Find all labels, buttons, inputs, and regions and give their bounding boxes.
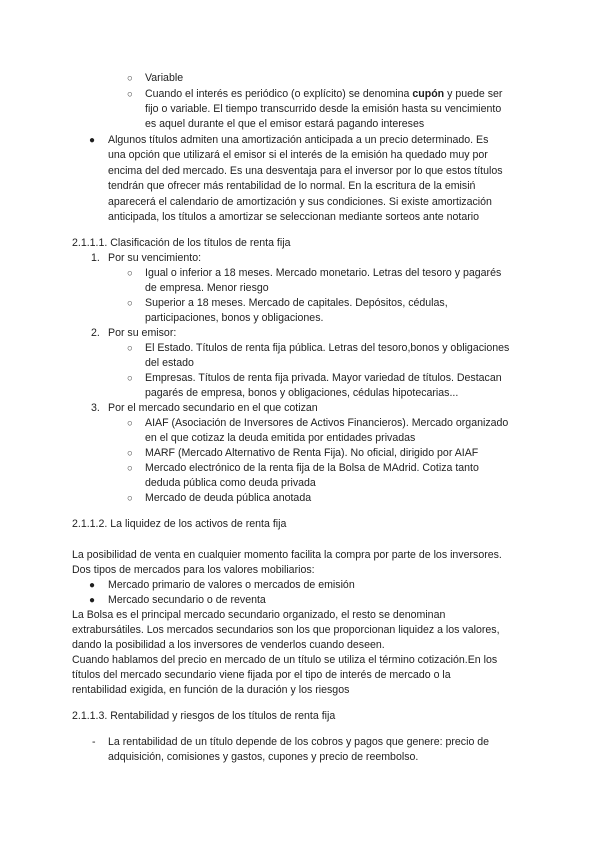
paragraph-line: dando la posibilidad a los inversores de venderlos cuando deseen.	[72, 639, 385, 651]
circle-bullet-icon: ○	[127, 373, 133, 384]
sub-item-text: Mercado de deuda pública anotada	[145, 492, 312, 504]
amortizacion-line-1: Algunos títulos admiten una amortización anticipada a un precio determinado. Es	[108, 134, 489, 146]
sub-item-text: pagarés de empresa, bonos y obligaciones, cédulas hipotecarias...	[145, 387, 459, 399]
sub-item-text: El Estado. Títulos de renta fija pública. Letras del tesoro,bonos y obligaciones	[145, 342, 510, 354]
cupon-line-2: fijo o variable. El tiempo transcurrido desde la emisión hasta su vencimiento	[145, 103, 502, 115]
section-heading-rentabilidad: 2.1.1.3. Rentabilidad y riesgos de los títulos de renta fija	[72, 710, 336, 722]
circle-bullet-icon: ○	[127, 463, 133, 474]
list-number: 3.	[91, 402, 100, 414]
bullet-item-text: Mercado secundario o de reventa	[108, 594, 266, 606]
paragraph-line: rentabilidad exigida, en función de la duración y los riesgos	[72, 684, 350, 696]
sub-item-text: MARF (Mercado Alternativo de Renta Fija). No oficial, dirigido por AIAF	[145, 447, 479, 459]
circle-bullet-icon: ○	[127, 448, 133, 459]
dash-bullet-icon: -	[92, 736, 96, 748]
cupon-line-1: Cuando el interés es periódico (o explícito) se denomina cupón y puede ser	[145, 88, 503, 100]
sub-item-text: participaciones, bonos y obligaciones.	[145, 312, 324, 324]
sub-item-text: en el que cotizaz la deuda emitida por entidades privadas	[145, 432, 416, 444]
sub-item-text: de empresa. Menor riesgo	[145, 282, 269, 294]
list-number: 2.	[91, 327, 100, 339]
cupon-term: cupón	[412, 88, 445, 100]
sub-item-text: AIAF (Asociación de Inversores de Activos Financieros). Mercado organizado	[145, 417, 509, 429]
bullet-item-text: Mercado primario de valores o mercados de emisión	[108, 579, 355, 591]
circle-bullet-icon: ○	[127, 298, 133, 309]
circle-bullet-icon: ○	[127, 73, 133, 84]
amortizacion-line-5: aparecerá el calendario de amortización y sus condiciones. Si existe amortización	[108, 196, 492, 208]
circle-bullet-icon: ○	[127, 418, 133, 429]
section-heading-liquidez: 2.1.1.2. La liquidez de los activos de renta fija	[72, 518, 287, 530]
amortizacion-line-3: encima del ded mercado. Es una desventaja para el inversor por lo que estos títulos	[108, 165, 503, 177]
circle-bullet-icon: ○	[127, 343, 133, 354]
dash-item-text: adquisición, comisiones y gastos, cupones y precio de reembolso.	[108, 751, 419, 763]
list-item-emisor: Por su emisor:	[108, 327, 177, 339]
disc-bullet-icon: ●	[89, 595, 96, 606]
list-number: 1.	[91, 252, 100, 264]
sub-item-text: Superior a 18 meses. Mercado de capitales. Depósitos, cédulas,	[145, 297, 448, 309]
amortizacion-line-6: anticipada, los títulos a amortizar se seleccionan mediante sorteos ante notario	[108, 211, 479, 223]
disc-bullet-icon: ●	[89, 135, 96, 146]
sub-item-variable: Variable	[145, 72, 184, 84]
sub-item-text: Mercado electrónico de la renta fija de la Bolsa de MAdrid. Cotiza tanto	[145, 462, 479, 474]
list-item-mercado-secundario: Por el mercado secundario en el que cotizan	[108, 402, 318, 414]
paragraph-line: La posibilidad de venta en cualquier momento facilita la compra por parte de los inversores.	[72, 549, 502, 561]
sub-item-text: Igual o inferior a 18 meses. Mercado monetario. Letras del tesoro y pagarés	[145, 267, 502, 279]
sub-item-text: deduda pública como deuda privada	[145, 477, 316, 489]
paragraph-line: Cuando hablamos del precio en mercado de un título se utiliza el término cotización.En los	[72, 654, 498, 666]
circle-bullet-icon: ○	[127, 493, 133, 504]
dash-item-text: La rentabilidad de un título depende de los cobros y pagos que genere: precio de	[108, 736, 490, 748]
section-heading-clasificacion: 2.1.1.1. Clasificación de los títulos de renta fija	[72, 237, 291, 249]
list-item-vencimiento: Por su vencimiento:	[108, 252, 202, 264]
disc-bullet-icon: ●	[89, 580, 96, 591]
paragraph-line: Dos tipos de mercados para los valores mobiliarios:	[72, 564, 315, 576]
amortizacion-line-4: tendrán que ofrecer más rentabilidad de lo normal. En la escritura de la emisiń	[108, 180, 476, 192]
amortizacion-line-2: una opción que utilizará el emisor si el interés de la emisión ha quedado muy por	[108, 149, 488, 161]
circle-bullet-icon: ○	[127, 268, 133, 279]
paragraph-line: títulos del mercado secundario viene fijada por el tipo de interés de mercado o la	[72, 669, 451, 681]
cupon-line-3: es aquel durante el que el emisor estará pagando intereses	[145, 118, 425, 130]
sub-item-text: del estado	[145, 357, 194, 369]
sub-item-text: Empresas. Títulos de renta fija privada. Mayor variedad de títulos. Destacan	[145, 372, 502, 384]
paragraph-line: extrabursátiles. Los mercados secundarios son los que proporcionan liquidez a los valores,	[72, 624, 500, 636]
paragraph-line: La Bolsa es el principal mercado secundario organizado, el resto se denominan	[72, 609, 446, 621]
circle-bullet-icon: ○	[127, 89, 133, 100]
